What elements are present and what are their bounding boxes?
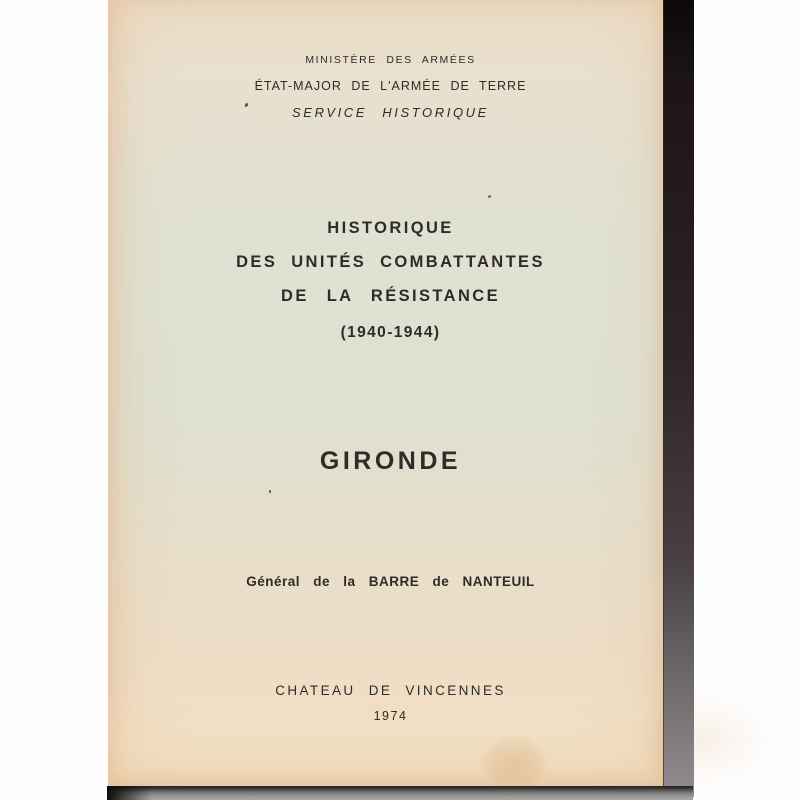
staff-line: ÉTAT-MAJOR DE L'ARMÉE DE TERRE [254, 79, 527, 93]
ministry-line: MINISTÈRE DES ARMÉES [305, 54, 476, 66]
paper-speck [269, 490, 271, 493]
book-bottom-page-edge [107, 786, 693, 800]
book-pages-shadow [663, 0, 694, 797]
book-title-line-2: DES UNITÉS COMBATTANTES [236, 253, 545, 271]
book-title-years: (1940-1944) [340, 324, 441, 341]
publisher-place: CHATEAU DE VINCENNES [275, 683, 506, 698]
region-title: GIRONDE [319, 447, 462, 475]
book-title-line-3: DE LA RÉSISTANCE [281, 287, 500, 305]
publish-year: 1974 [373, 709, 408, 723]
book-title-line-1: HISTORIQUE [327, 219, 454, 237]
service-line: SERVICE HISTORIQUE [292, 105, 489, 120]
paper-stain [628, 690, 778, 790]
book-cover [108, 0, 663, 786]
paper-speck [488, 195, 491, 198]
author-name: Général de la BARRE de NANTEUIL [246, 574, 535, 589]
paper-stain [481, 736, 547, 790]
